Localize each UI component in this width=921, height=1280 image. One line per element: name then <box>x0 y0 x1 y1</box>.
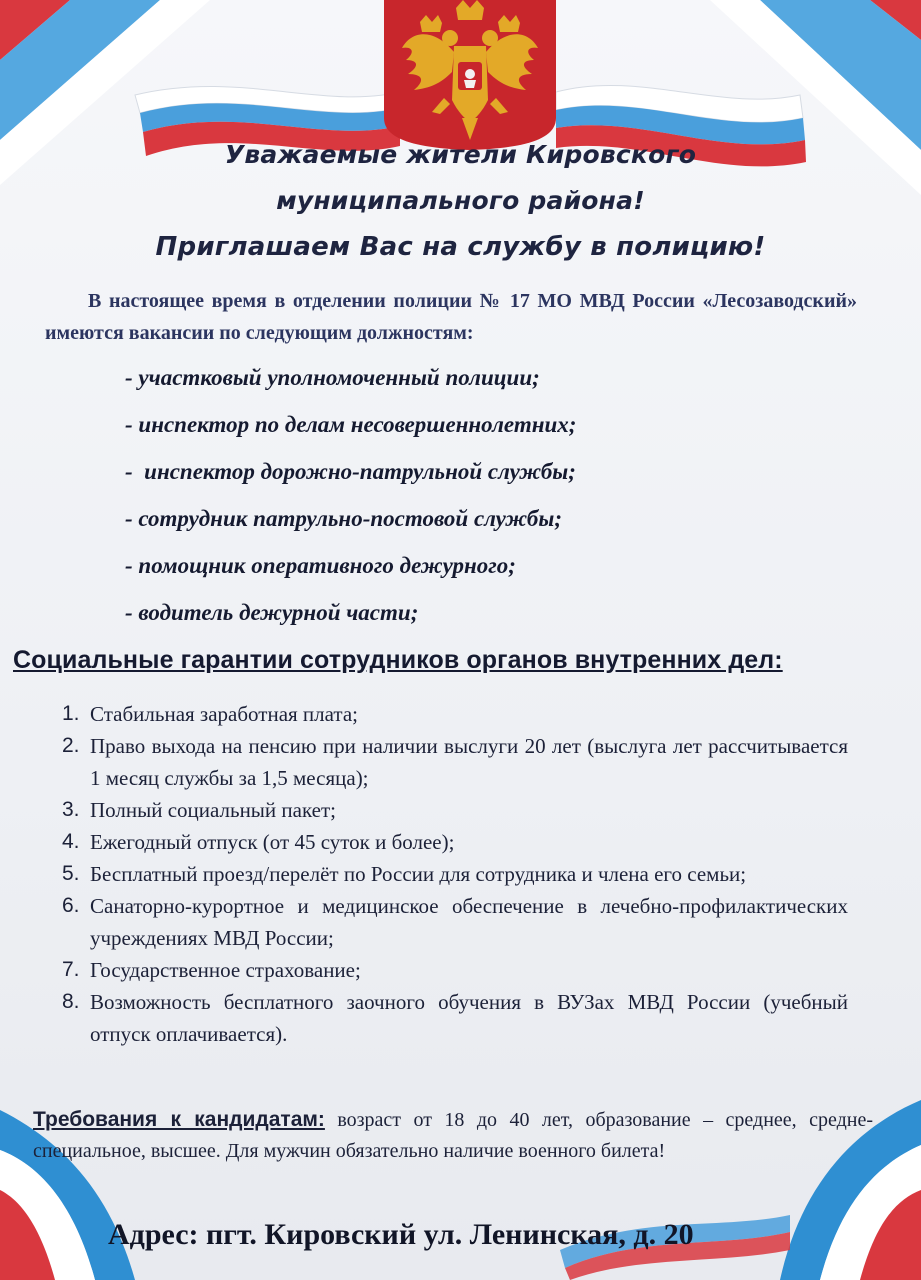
list-item-text: Государственное страхование; <box>90 958 361 982</box>
list-item <box>62 858 848 890</box>
guarantees-list <box>62 698 848 1050</box>
list-item-text: Санаторно-курортное и медицинское обеспечение в лечебно-профилактических учреждениях МВД России; <box>90 894 848 950</box>
list-item-number: 1. <box>62 702 80 725</box>
list-item-number: 6. <box>62 894 80 917</box>
address-line: Адрес: пгт. Кировский ул. Ленинская, д. 20 <box>108 1218 694 1251</box>
list-item-text: Полный социальный пакет; <box>90 798 336 822</box>
vacancy-item: - помощник оперативного дежурного; <box>125 553 516 578</box>
vacancy-item: - участковый уполномоченный полиции; <box>125 365 540 390</box>
list-item-text: Стабильная заработная плата; <box>90 702 359 726</box>
guarantees-heading: Социальные гарантии сотрудников органов внутренних дел: <box>13 646 783 674</box>
list-item <box>62 954 848 986</box>
list-item-text: Ежегодный отпуск (от 45 суток и более); <box>90 830 455 854</box>
vacancy-item: - инспектор дорожно-патрульной службы; <box>125 459 576 484</box>
list-item-number: 3. <box>62 798 80 821</box>
list-item <box>62 826 848 858</box>
requirements-text: возраст от 18 до 40 лет, образование – среднее, средне-специальное, высшее. Для мужчин обязательно наличие военного билета! <box>33 1109 873 1162</box>
requirements-label: Требования к кандидатам: <box>33 1108 325 1131</box>
header-line-1: Уважаемые жители Кировского <box>224 140 697 169</box>
header-line-2: муниципального района! <box>276 186 645 215</box>
header-line-3: Приглашаем Вас на службу в полицию! <box>155 232 766 262</box>
list-item-text: Возможность бесплатного заочного обучения в ВУЗах МВД России (учебный отпуск оплачивается). <box>90 990 848 1046</box>
list-item-number: 7. <box>62 958 80 981</box>
list-item <box>62 794 848 826</box>
list-item <box>62 986 848 1050</box>
list-item-number: 4. <box>62 830 80 853</box>
list-item-text: Право выхода на пенсию при наличии выслуги 20 лет (выслуга лет рассчитывается 1 месяц службы за 1,5 месяца); <box>90 734 848 790</box>
list-item <box>62 730 848 794</box>
vacancy-item: - сотрудник патрульно-постовой службы; <box>125 506 562 531</box>
intro-paragraph: В настоящее время в отделении полиции № 17 МО МВД России «Лесозаводский» имеются вакансии по следующим должностям: <box>45 290 857 344</box>
list-item-number: 8. <box>62 990 80 1013</box>
vacancy-item: - инспектор по делам несовершеннолетних; <box>125 412 577 437</box>
list-item-number: 5. <box>62 862 80 885</box>
list-item-number: 2. <box>62 734 80 757</box>
list-item-text: Бесплатный проезд/перелёт по России для сотрудника и члена его семьи; <box>90 862 747 886</box>
vacancy-item: - водитель дежурной части; <box>125 600 419 625</box>
requirements-paragraph <box>33 1104 873 1167</box>
list-item <box>62 698 848 730</box>
list-item <box>62 890 848 954</box>
coat-of-arms-emblem <box>384 0 556 150</box>
